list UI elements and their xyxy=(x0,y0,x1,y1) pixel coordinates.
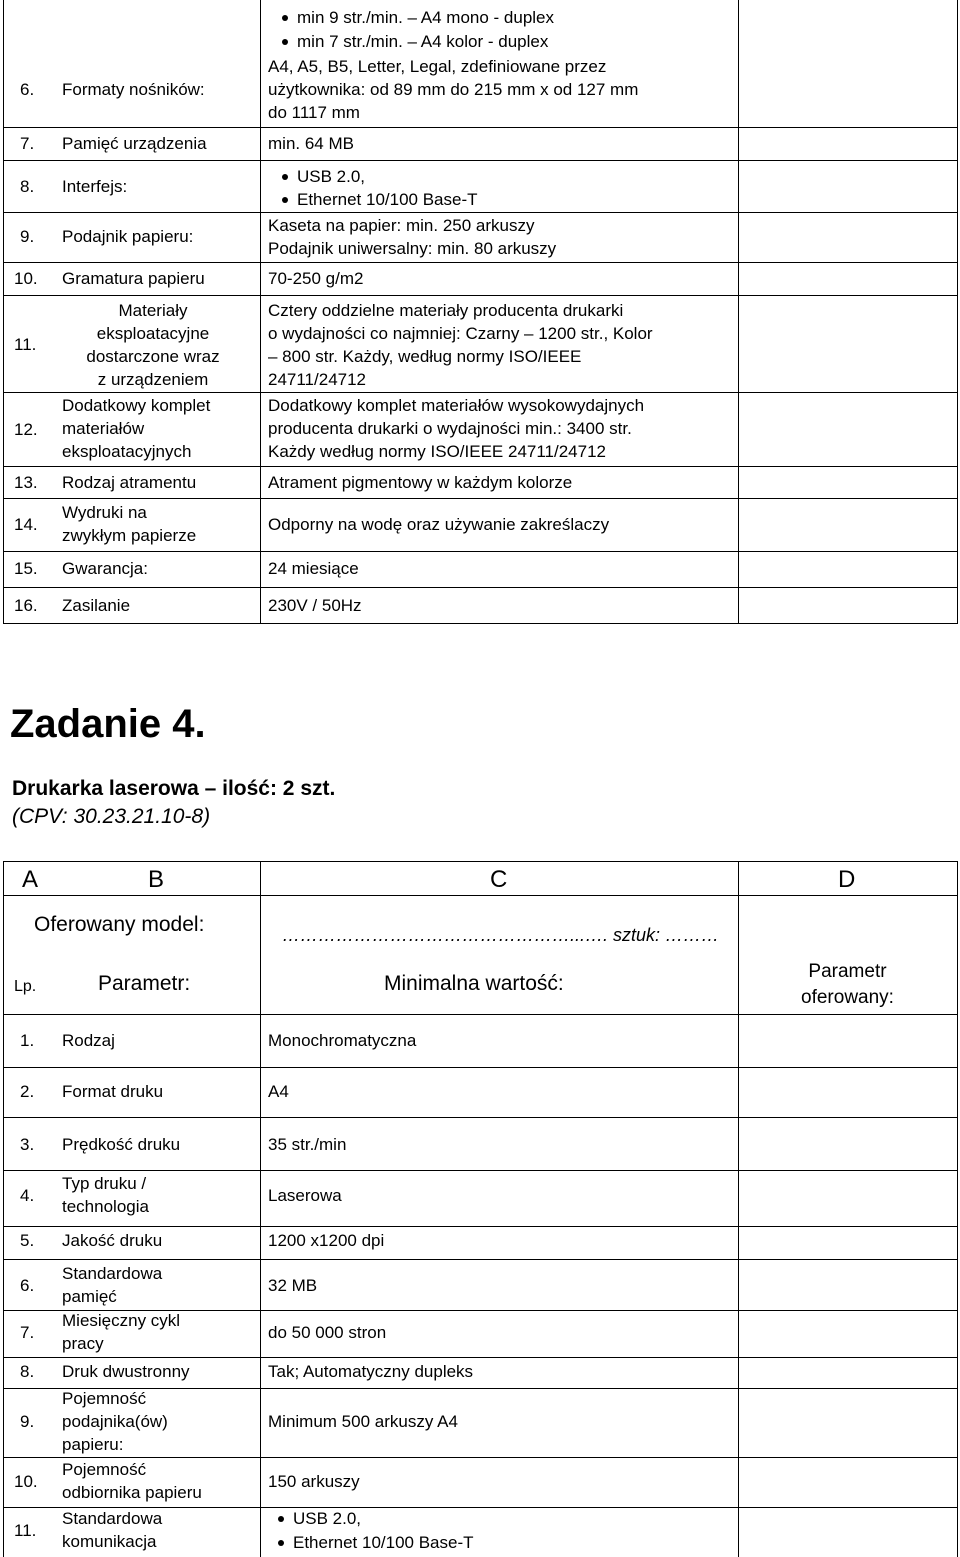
row-value: Tak; Automatyczny dupleks xyxy=(268,1362,474,1381)
row-label: Dodatkowy komplet xyxy=(62,396,211,415)
row-label: Formaty nośników: xyxy=(62,80,205,99)
task-title: Zadanie 4. xyxy=(10,702,206,746)
row-label: Rodzaj atramentu xyxy=(62,473,197,492)
row-label: Miesięczny cykl xyxy=(62,1311,181,1330)
row-label: Jakość druku xyxy=(62,1231,163,1250)
list-item: min 9 str./min. – A4 mono - duplex xyxy=(282,6,554,29)
row-value: producenta drukarki o wydajności min.: 3400 str. xyxy=(268,419,632,438)
row-label: Pamięć urządzenia xyxy=(62,134,207,153)
row-number: 9. xyxy=(20,1412,35,1431)
row-label: Standardowa xyxy=(62,1509,163,1528)
row-number: 3. xyxy=(20,1135,35,1154)
row-number: 15. xyxy=(14,559,38,578)
row-number: 7. xyxy=(20,134,35,153)
row-number: 12. xyxy=(14,420,38,439)
row-value: Podajnik uniwersalny: min. 80 arkuszy xyxy=(268,239,557,258)
row-number: 1. xyxy=(20,1031,35,1050)
row-number: 6. xyxy=(20,1276,35,1295)
row-label: Format druku xyxy=(62,1082,164,1101)
header-offered: oferowany: xyxy=(801,987,894,1008)
row-number: 6. xyxy=(20,80,35,99)
row-value: Minimum 500 arkuszy A4 xyxy=(268,1412,458,1431)
row-value: min. 64 MB xyxy=(268,134,354,153)
row-label: Podajnik papieru: xyxy=(62,227,194,246)
row-number: 8. xyxy=(20,1362,35,1381)
row-label: Zasilanie xyxy=(62,596,131,615)
column-letter-d: D xyxy=(838,866,856,893)
row-number: 5. xyxy=(20,1231,35,1250)
row-label: podajnika(ów) xyxy=(62,1412,168,1431)
row-value: Kaseta na papier: min. 250 arkuszy xyxy=(268,216,535,235)
bullet-icon xyxy=(282,15,288,21)
row-value: do 50 000 stron xyxy=(268,1323,387,1342)
row-label: komunikacja xyxy=(62,1532,157,1551)
row-label: zwykłym papierze xyxy=(62,526,197,545)
row-label: Druk dwustronny xyxy=(62,1362,190,1381)
row-label: Typ druku / xyxy=(62,1174,147,1193)
row-value: 230V / 50Hz xyxy=(268,596,362,615)
row-label: Pojemność xyxy=(62,1389,147,1408)
row-number: 4. xyxy=(20,1186,35,1205)
header-min-value: Minimalna wartość: xyxy=(384,972,564,995)
row-value: Każdy według normy ISO/IEEE 24711/24712 xyxy=(268,442,606,461)
row-label: Standardowa xyxy=(62,1264,163,1283)
row-label: papieru: xyxy=(62,1435,124,1454)
row-label: odbiornika papieru xyxy=(62,1483,202,1502)
task-subtitle: Drukarka laserowa – ilość: 2 szt. xyxy=(12,777,336,800)
offered-model-label: Oferowany model: xyxy=(34,913,205,936)
header-offered: Parametr xyxy=(808,961,887,982)
row-label: Wydruki na xyxy=(62,503,147,522)
row-value: A4, A5, B5, Letter, Legal, zdefiniowane przez xyxy=(268,57,607,76)
offered-model-field[interactable]: …………………………………………...…. sztuk: ……… xyxy=(282,925,720,945)
bullet-icon xyxy=(282,39,288,45)
list-item: USB 2.0, xyxy=(282,165,365,188)
row-value: 24711/24712 xyxy=(268,370,367,389)
header-parameter: Parametr: xyxy=(98,972,191,995)
row-label: technologia xyxy=(62,1197,149,1216)
list-item: Ethernet 10/100 Base-T xyxy=(278,1531,474,1554)
row-number: 11. xyxy=(14,1521,37,1540)
row-number: 16. xyxy=(14,596,38,615)
row-value: Cztery oddzielne materiały producenta drukarki xyxy=(268,301,624,320)
row-value: 150 arkuszy xyxy=(268,1472,360,1491)
row-label: z urządzeniem xyxy=(97,370,209,389)
bullet-icon xyxy=(278,1516,284,1522)
row-label: eksploatacyjne xyxy=(96,324,210,343)
row-value: do 1117 mm xyxy=(268,103,360,122)
row-label: Materiały xyxy=(118,301,188,320)
row-number: 8. xyxy=(20,177,35,196)
row-label: Prędkość druku xyxy=(62,1135,181,1154)
column-letter-c: C xyxy=(490,866,508,893)
list-item: min 7 str./min. – A4 kolor - duplex xyxy=(282,30,548,53)
row-number: 10. xyxy=(14,1472,38,1491)
row-value: 32 MB xyxy=(268,1276,318,1295)
list-item: USB 2.0, xyxy=(278,1507,361,1530)
row-value: Atrament pigmentowy w każdym kolorze xyxy=(268,473,573,492)
row-value: Monochromatyczna xyxy=(268,1031,417,1050)
row-value: Odporny na wodę oraz używanie zakreślaczy xyxy=(268,515,610,534)
row-label: pamięć xyxy=(62,1287,117,1306)
row-value: Dodatkowy komplet materiałów wysokowydajnych xyxy=(268,396,645,415)
header-lp: Lp. xyxy=(14,978,37,995)
row-value: 1200 x1200 dpi xyxy=(268,1231,385,1250)
list-item: Ethernet 10/100 Base-T xyxy=(282,188,478,211)
row-value: A4 xyxy=(268,1082,289,1101)
row-label: eksploatacyjnych xyxy=(62,442,192,461)
bullet-icon xyxy=(278,1540,284,1546)
row-label: materiałów xyxy=(62,419,145,438)
row-value: 35 str./min xyxy=(268,1135,347,1154)
row-value: 70-250 g/m2 xyxy=(268,269,364,288)
row-number: 10. xyxy=(14,269,38,288)
row-value: – 800 str. Każdy, według normy ISO/IEEE xyxy=(268,347,582,366)
bullet-icon xyxy=(282,174,288,180)
row-label: Gwarancja: xyxy=(62,559,148,578)
column-letter-a: A xyxy=(22,866,39,893)
row-label: dostarczone wraz xyxy=(86,347,220,366)
bullet-icon xyxy=(282,197,288,203)
row-label: Rodzaj xyxy=(62,1031,115,1050)
row-value: 24 miesiące xyxy=(268,559,359,578)
row-number: 13. xyxy=(14,473,38,492)
column-letter-b: B xyxy=(148,866,165,893)
row-number: 7. xyxy=(20,1323,35,1342)
row-number: 2. xyxy=(20,1082,35,1101)
cpv-code: (CPV: 30.23.21.10-8) xyxy=(12,805,211,828)
row-label: Pojemność xyxy=(62,1460,147,1479)
row-number: 9. xyxy=(20,227,35,246)
row-label: Gramatura papieru xyxy=(62,269,205,288)
row-number: 11. xyxy=(14,335,37,354)
row-number: 14. xyxy=(14,515,38,534)
row-label: pracy xyxy=(62,1334,104,1353)
row-value: o wydajności co najmniej: Czarny – 1200 str., Kolor xyxy=(268,324,653,343)
row-label: Interfejs: xyxy=(62,177,128,196)
row-value: Laserowa xyxy=(268,1186,342,1205)
row-value: użytkownika: od 89 mm do 215 mm x od 127 mm xyxy=(268,80,639,99)
